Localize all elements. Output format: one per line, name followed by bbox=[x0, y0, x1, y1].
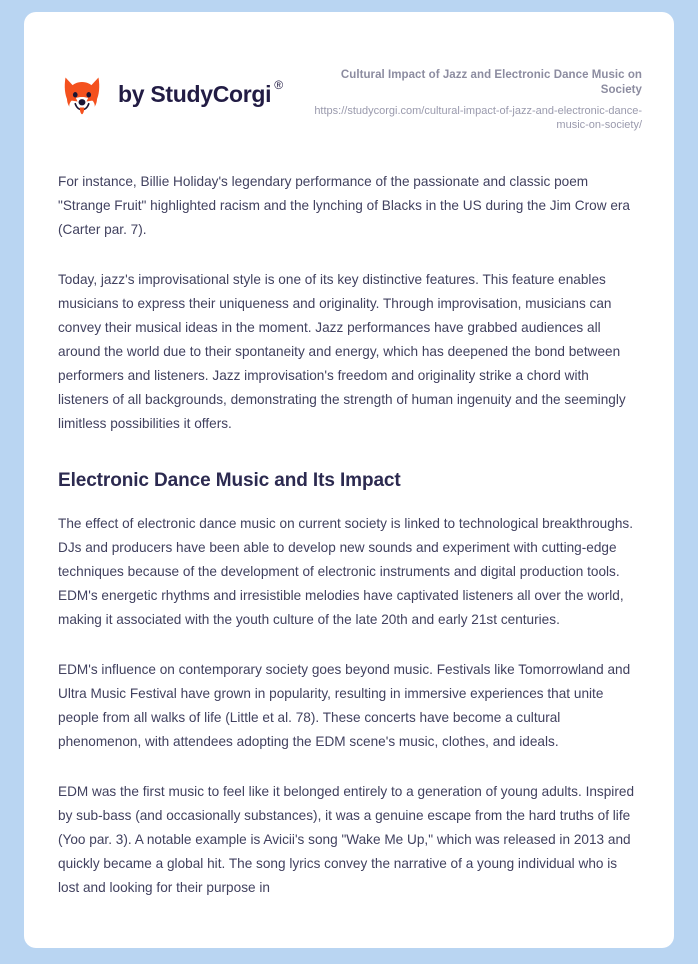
section-heading-edm: Electronic Dance Music and Its Impact bbox=[58, 470, 401, 491]
brand-name-text: by StudyCorgi bbox=[118, 80, 272, 107]
header-meta bbox=[307, 60, 642, 132]
paragraph-1: For instance, Billie Holiday's legendary performance of the passionate and classic poem "Strange Fruit" highlighted racism and the lynching of Blacks in the US during the Jim Crow era (Carter par. 7). bbox=[58, 174, 630, 237]
brand-name bbox=[118, 77, 283, 108]
brand-logo-group bbox=[58, 60, 283, 118]
paragraph-4: EDM's influence on contemporary society goes beyond music. Festivals like Tomorrowland and Ultra Music Festival have grown in popularity, resulting in immersive experiences that unite people from all walks of life (Little et al. 78). These concerts have become a cultural phenomenon, with attendees adopting the EDM scene's music, clothes, and ideals. bbox=[58, 662, 631, 749]
source-url: https://studycorgi.com/cultural-impact-of-jazz-and-electronic-dance-music-on-society/ bbox=[314, 105, 642, 131]
corgi-head-icon bbox=[58, 70, 106, 118]
document-body bbox=[24, 132, 674, 900]
paragraph-5: EDM was the first music to feel like it belonged entirely to a generation of young adults. Inspired by sub-bass (and occasionally substances), it was a genuine escape from the hard truths of life (Yoo par. 3). A notable example is Avicii's song "Wake Me Up," which was released in 2013 and quickly became a global hit. The song lyrics convey the narrative of a young individual who is lost and looking for their purpose in bbox=[58, 784, 635, 895]
paragraph-3: The effect of electronic dance music on current society is linked to technological breakthroughs. DJs and producers have been able to develop new sounds and experiment with cutting-edge techniques because of the development of electronic instruments and digital production tools. EDM's energetic rhythms and irresistible melodies have captivated listeners all over the world, making it associated with the youth culture of the late 20th and early 21st centuries. bbox=[58, 516, 633, 627]
registered-trademark-icon: ® bbox=[274, 77, 283, 92]
document-page bbox=[24, 12, 674, 948]
document-header bbox=[24, 12, 674, 132]
page-title: Cultural Impact of Jazz and Electronic Dance Music on Society bbox=[340, 69, 642, 96]
paragraph-2: Today, jazz's improvisational style is one of its key distinctive features. This feature enables musicians to express their uniqueness and originality. Through improvisation, musicians can convey their musical ideas in the moment. Jazz performances have grabbed audiences all around the world due to their spontaneity and energy, which has deepened the bond between performers and listeners. Jazz improvisation's freedom and originality strike a chord with listeners of all backgrounds, demonstrating the strength of human ingenuity and the seemingly limitless possibilities it offers. bbox=[58, 272, 626, 431]
